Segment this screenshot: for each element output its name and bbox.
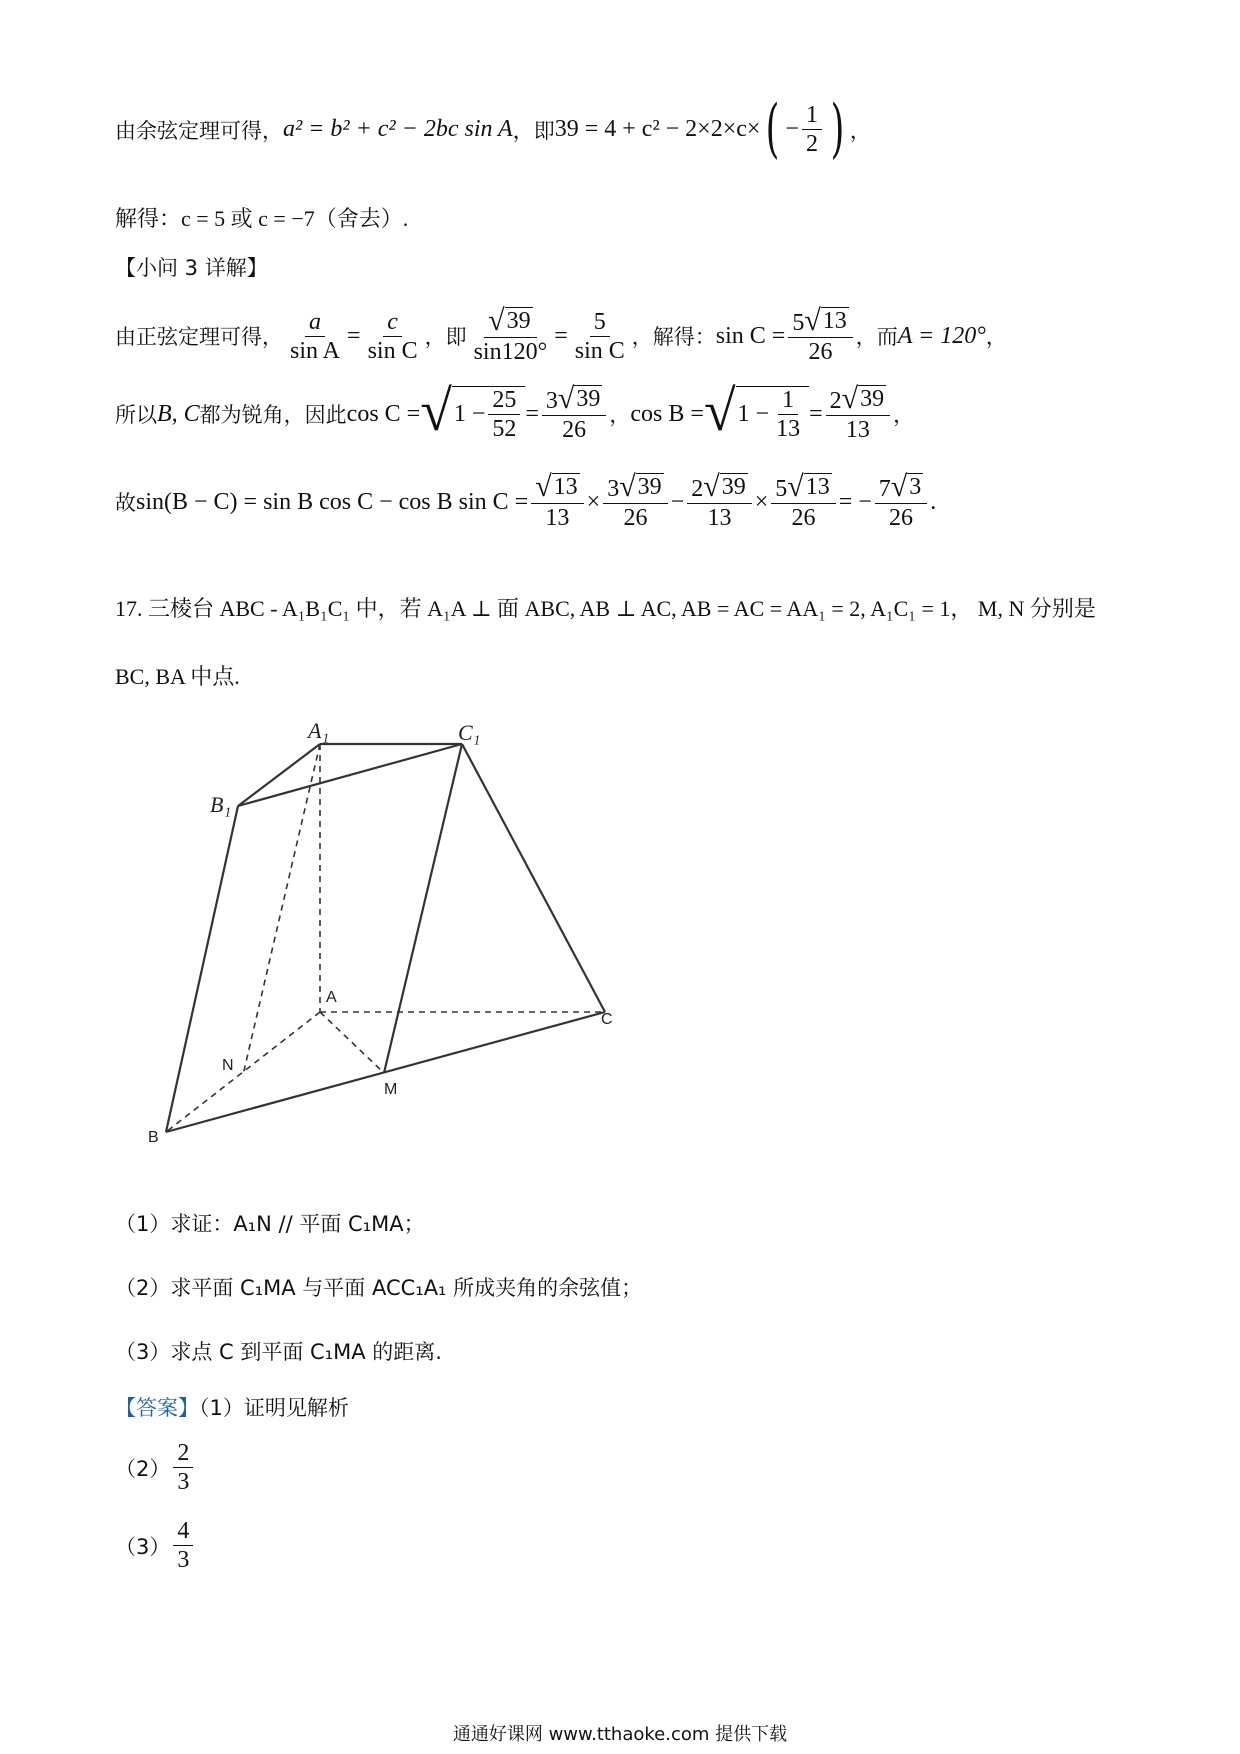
formula: A = 120° [897, 322, 986, 349]
denominator: sin C [367, 337, 418, 364]
radicand: 3 [909, 474, 922, 500]
edge-am [320, 1012, 384, 1073]
question-1: （1）求证：A₁N // 平面 C₁MA； [115, 1212, 425, 1236]
numerator: 5 √ 13 [771, 473, 835, 504]
equals: = [809, 400, 823, 427]
problem-17-statement-cont: BC, BA 中点. [115, 664, 240, 689]
sqrt: √ 1 − $\frac{25}{52}$ [420, 386, 525, 443]
text: ， [849, 118, 871, 143]
term: 1 − [737, 401, 770, 428]
denominator: 26 [808, 339, 833, 366]
radicand: 39 [721, 474, 746, 500]
paren-left: ( [766, 92, 780, 167]
answer-3-fraction [173, 1518, 193, 1574]
sqrt: √ 1 − $\frac{1}{13}$ [704, 386, 809, 443]
coef: 5 [775, 476, 788, 502]
denominator: 2 [805, 131, 818, 158]
denominator: 26 [791, 505, 816, 532]
sign: − [785, 116, 799, 143]
denominator: 3 [177, 1547, 190, 1574]
numerator: √ 13 [531, 473, 583, 504]
denominator: sin120° [473, 339, 548, 366]
equals: = [347, 322, 361, 349]
numerator: 3 √ 39 [603, 473, 667, 504]
radicand: 13 [822, 308, 847, 334]
label-b: B [148, 1129, 159, 1146]
edge-c1m [384, 744, 462, 1073]
text: 故 [115, 491, 136, 516]
denominator: 26 [562, 417, 587, 444]
paren-right: ) [830, 92, 845, 167]
numerator: 1 [802, 102, 822, 130]
denominator: 13 [545, 505, 570, 532]
denominator: 3 [177, 1469, 190, 1496]
formula: a² = b² + c² − 2bc sin A [283, 116, 513, 143]
denominator: 52 [492, 416, 517, 443]
minus: − [670, 488, 685, 515]
formula: sin C = [715, 322, 786, 349]
term: 1 − [453, 401, 486, 428]
numerator: c [383, 309, 402, 337]
answer-line-2 [115, 1440, 196, 1496]
denominator: 13 [707, 505, 732, 532]
page-footer: 通通好课网 www.tthaoke.com 提供下载 [452, 1724, 788, 1745]
radicand: 39 [637, 474, 662, 500]
text: 由余弦定理可得， [115, 118, 283, 143]
edge-b1b [166, 806, 238, 1132]
answer-2-label: （2） [115, 1456, 171, 1481]
times: × [586, 488, 601, 515]
text: ，即 [424, 325, 467, 350]
edge-c1c [462, 744, 605, 1012]
text: ， [609, 403, 631, 428]
formula: cos B = [630, 400, 704, 427]
text: ，即 [512, 118, 555, 143]
denominator: 26 [889, 505, 914, 532]
denominator: 13 [776, 416, 801, 443]
label-a: A [326, 989, 337, 1006]
numerator: 2 √ 39 [826, 385, 890, 416]
times: × [754, 488, 769, 515]
numerator: 5 [590, 309, 610, 337]
answer-3-label: （3） [115, 1534, 171, 1559]
label-c: C [601, 1011, 613, 1028]
question-3: （3）求点 C 到平面 C₁MA 的距离. [115, 1340, 442, 1364]
edge-b1c1 [238, 744, 462, 806]
text: ，解得： [631, 325, 716, 350]
text: ，而 [855, 325, 898, 350]
coef: 3 [607, 476, 620, 502]
equals: = [554, 322, 568, 349]
edge-a1b1 [238, 744, 320, 806]
text: ， [893, 403, 915, 428]
numerator: 1 [778, 387, 798, 415]
formula: 39 = 4 + c² − 2×2×c× [554, 116, 761, 143]
label-m: M [384, 1081, 398, 1098]
numerator: 25 [488, 387, 520, 415]
formula: B, C [157, 400, 200, 427]
radicand: 39 [506, 308, 531, 334]
question-2: （2）求平面 C₁MA 与平面 ACC₁A₁ 所成夹角的余弦值； [115, 1276, 643, 1300]
numerator: 5 √ 13 [788, 307, 852, 338]
numerator: √ 39 [484, 307, 536, 338]
radicand: 39 [576, 386, 601, 412]
problem-17-statement: 17. 三棱台 ABC - A₁B₁C₁ 中，若 A₁A ⊥ 面 ABC, AB ⊥ AC, AB = AC = AA₁ = 2, A₁C₁ = 1， M, N 分别是 [115, 596, 1096, 621]
radicand: 13 [553, 474, 578, 500]
text: 由正弦定理可得， [115, 325, 283, 350]
label-n: N [222, 1057, 234, 1074]
coef: 3 [545, 388, 558, 414]
coef: 5 [792, 310, 805, 336]
label-a1: A₁ [308, 718, 330, 743]
numerator: 2 √ 39 [687, 473, 751, 504]
denominator: sin A [290, 337, 341, 364]
radicand: 39 [860, 386, 885, 412]
denominator: 26 [623, 505, 648, 532]
answer-1: （1）证明见解析 [199, 1396, 349, 1420]
denominator: 13 [845, 417, 870, 444]
formula: sin(B − C) = sin B cos C − cos B sin C = [136, 488, 529, 515]
label-b1: B₁ [210, 792, 232, 817]
numerator: 4 [173, 1518, 193, 1546]
coef: 7 [878, 476, 891, 502]
numerator: 7 √ 3 [875, 473, 927, 504]
answer-2-fraction [173, 1440, 193, 1496]
sub3-header: 【小问 3 详解】 [115, 256, 268, 280]
answer-line-3 [115, 1518, 196, 1574]
coef: 2 [829, 388, 842, 414]
period: . [930, 488, 937, 515]
coef: 2 [691, 476, 704, 502]
numerator: 3 √ 39 [542, 385, 606, 416]
equals: = [525, 400, 539, 427]
denominator: sin C [574, 337, 625, 364]
label-c1: C₁ [458, 720, 481, 745]
numerator: a [305, 309, 325, 337]
formula: cos C = [346, 400, 421, 427]
text: 所以 [115, 403, 157, 428]
equals: = − [838, 488, 872, 515]
text: 都为锐角，因此 [199, 403, 347, 428]
answer-tag: 【答案】 [115, 1396, 199, 1420]
result-text: 解得：c = 5 或 c = −7（舍去）. [115, 206, 409, 231]
text: ， [985, 325, 1007, 350]
radicand: 13 [805, 474, 830, 500]
answer-line-1 [115, 1392, 349, 1422]
numerator: 2 [173, 1440, 193, 1468]
